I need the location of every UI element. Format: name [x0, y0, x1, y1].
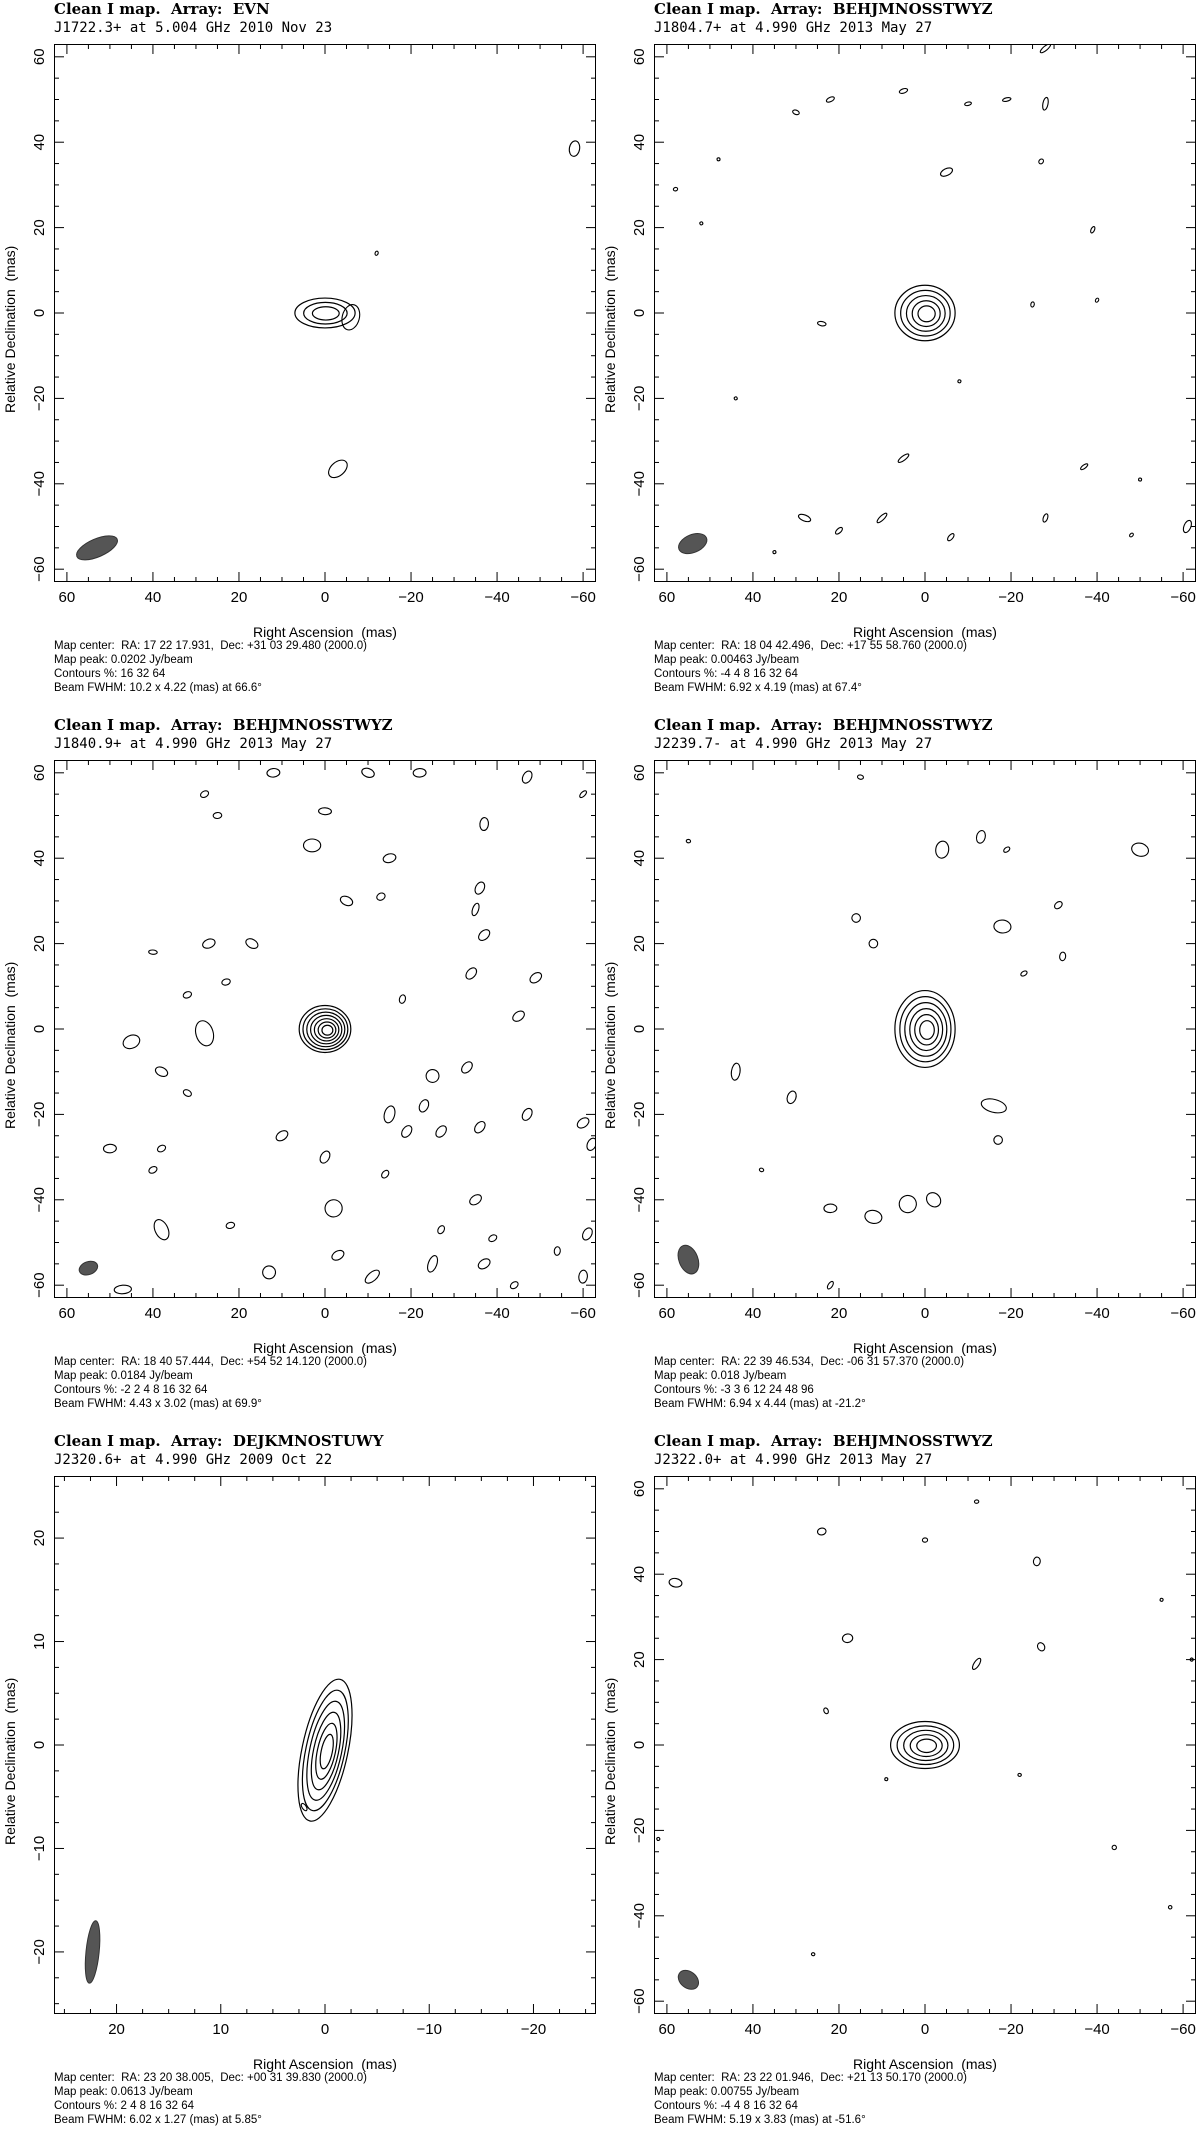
feature-contour: [154, 1065, 169, 1078]
x-tick-label: −40: [1084, 2021, 1110, 2038]
y-tick-label: 60: [630, 764, 648, 782]
feature-contour: [318, 807, 331, 814]
x-tick-label: 40: [744, 589, 762, 606]
beam-fwhm: Beam FWHM: 6.94 x 4.44 (mas) at -21.2°: [654, 1398, 866, 1410]
x-tick-label: −60: [570, 589, 596, 606]
feature-contour: [885, 1777, 888, 1780]
x-tick-label: −40: [1084, 589, 1110, 606]
feature-contour: [1080, 463, 1089, 471]
beam-fwhm: Beam FWHM: 6.92 x 4.19 (mas) at 67.4°: [654, 682, 862, 694]
chart-subtitle: J2239.7- at 4.990 GHz 2013 May 27: [654, 736, 933, 752]
feature-contour: [773, 550, 777, 554]
x-tick-label: −10: [416, 2021, 442, 2038]
feature-contour: [554, 1246, 561, 1255]
feature-contour: [826, 1280, 834, 1290]
feature-contour: [1182, 519, 1193, 534]
map-peak: Map peak: 0.0202 Jy/beam: [54, 654, 193, 666]
chart-title: Clean I map. Array: BEHJMNOSSTWYZ: [654, 716, 993, 734]
x-tick-label: 0: [320, 589, 330, 606]
feature-contour: [221, 978, 231, 986]
feature-contour: [182, 1088, 192, 1097]
x-axis-label: Right Ascension (mas): [253, 624, 397, 640]
feature-contour: [1111, 1844, 1117, 1850]
feature-contour: [759, 1168, 764, 1173]
x-tick-label: 40: [144, 1305, 162, 1322]
y-axis-label: Relative Declination (mas): [2, 961, 18, 1129]
feature-contour: [971, 1657, 982, 1671]
core-contour: [912, 301, 940, 327]
y-tick-label: −10: [30, 1835, 48, 1862]
feature-contour: [244, 937, 259, 951]
feature-contour: [398, 994, 406, 1004]
chart-title: Clean I map. Array: DEJKMNOSTUWY: [54, 1432, 384, 1450]
x-tick-label: −40: [484, 1305, 510, 1322]
feature-contour: [434, 1124, 449, 1139]
contour-levels: Contours %: -3 3 6 12 24 48 96: [654, 1384, 814, 1396]
contour-levels: Contours %: -4 4 8 16 32 64: [654, 2100, 798, 2112]
feature-contour: [1160, 1598, 1164, 1602]
y-tick-label: −20: [30, 1101, 48, 1128]
feature-contour: [520, 769, 534, 784]
x-tick-label: −20: [398, 1305, 424, 1322]
y-tick-label: 60: [30, 764, 48, 782]
feature-contour: [528, 970, 543, 985]
feature-contour: [851, 913, 862, 924]
chart-subtitle: J2320.6+ at 4.990 GHz 2009 Oct 22: [54, 1452, 333, 1468]
feature-contour: [318, 1149, 332, 1164]
feature-contour: [426, 1254, 440, 1273]
feature-contour: [869, 939, 878, 948]
y-tick-label: −20: [630, 1101, 648, 1128]
beam-ellipse: [77, 1259, 99, 1278]
beam-ellipse: [73, 531, 120, 565]
feature-contour: [575, 1116, 590, 1130]
feature-contour: [823, 1707, 829, 1714]
chart-subtitle: J1840.9+ at 4.990 GHz 2013 May 27: [54, 736, 333, 752]
y-tick-label: 20: [630, 935, 648, 952]
feature-contour: [103, 1144, 116, 1153]
feature-contour: [699, 221, 703, 225]
feature-contour: [673, 187, 678, 192]
feature-contour: [817, 321, 826, 327]
feature-contour: [797, 513, 811, 523]
y-tick-label: 40: [630, 133, 648, 151]
y-tick-label: −20: [630, 1817, 648, 1844]
feature-contour: [464, 966, 479, 981]
y-tick-label: −60: [630, 1988, 648, 2014]
feature-contour: [857, 774, 864, 779]
y-tick-label: −20: [630, 385, 648, 412]
feature-contour: [568, 140, 581, 157]
feature-contour: [785, 1090, 797, 1105]
feature-contour: [382, 1105, 396, 1124]
y-tick-label: 60: [30, 48, 48, 66]
feature-contour: [267, 768, 281, 778]
x-axis-label: Right Ascension (mas): [853, 1340, 997, 1356]
y-tick-label: −40: [30, 471, 48, 497]
x-tick-label: −20: [998, 2021, 1024, 2038]
feature-contour: [1033, 1557, 1041, 1566]
y-tick-label: 40: [630, 1565, 648, 1583]
feature-contour: [148, 950, 157, 955]
feature-contour: [958, 379, 962, 383]
feature-contour: [817, 1527, 827, 1535]
feature-contour: [199, 789, 209, 798]
contour-plot: [0, 716, 600, 1356]
contour-plot: [600, 0, 1200, 640]
y-tick-label: −40: [30, 1187, 48, 1213]
feature-contour: [274, 1129, 289, 1143]
x-tick-label: 60: [658, 2021, 676, 2038]
x-axis-label: Right Ascension (mas): [853, 624, 997, 640]
map-peak: Map peak: 0.0184 Jy/beam: [54, 1370, 193, 1382]
feature-contour: [826, 96, 836, 104]
feature-contour: [899, 88, 909, 95]
feature-contour: [734, 396, 738, 400]
feature-contour: [717, 158, 720, 161]
feature-contour: [476, 1257, 491, 1271]
core-contour: [895, 285, 955, 341]
feature-contour: [225, 1221, 235, 1229]
beam-fwhm: Beam FWHM: 4.43 x 3.02 (mas) at 69.9°: [54, 1398, 262, 1410]
contour-plot: [600, 716, 1200, 1356]
chart-title: Clean I map. Array: BEHJMNOSSTWYZ: [54, 716, 393, 734]
feature-contour: [1130, 841, 1150, 858]
y-axis-label: Relative Declination (mas): [2, 245, 18, 413]
feature-contour: [824, 1204, 837, 1213]
beam-ellipse: [675, 1966, 703, 1993]
feature-contour: [946, 533, 955, 542]
feature-contour: [1053, 900, 1063, 910]
beam-fwhm: Beam FWHM: 6.02 x 1.27 (mas) at 5.85°: [54, 2114, 262, 2126]
y-tick-label: −20: [30, 1939, 48, 1965]
contour-plot: [0, 1432, 600, 2072]
feature-contour: [864, 1209, 883, 1225]
x-tick-label: 0: [320, 2021, 330, 2038]
feature-contour: [413, 768, 426, 777]
feature-contour: [1003, 846, 1011, 854]
core-contour: [901, 290, 950, 336]
core-contour: [918, 306, 935, 322]
y-axis-label: Relative Declination (mas): [602, 1677, 618, 1845]
y-axis-label: Relative Declination (mas): [602, 961, 618, 1129]
x-axis-label: Right Ascension (mas): [253, 2056, 397, 2072]
chart-title: Clean I map. Array: EVN: [54, 0, 270, 18]
feature-contour: [436, 1224, 445, 1234]
chart-subtitle: J1804.7+ at 4.990 GHz 2013 May 27: [654, 20, 933, 36]
x-tick-label: −20: [998, 589, 1024, 606]
core-contour: [920, 1021, 935, 1040]
feature-contour: [730, 1063, 741, 1081]
y-tick-label: 0: [30, 308, 48, 318]
y-tick-label: 60: [630, 48, 648, 66]
y-tick-label: 0: [630, 1740, 648, 1750]
x-tick-label: 60: [658, 1305, 676, 1322]
map-center: Map center: RA: 23 22 01.946, Dec: +21 13 50.170 (2000.0): [654, 2072, 967, 2084]
y-tick-label: 20: [30, 935, 48, 952]
feature-contour: [400, 1124, 414, 1139]
x-tick-label: 20: [830, 2021, 848, 2038]
map-peak: Map peak: 0.00463 Jy/beam: [654, 654, 800, 666]
feature-contour: [668, 1577, 682, 1588]
core-contour: [312, 307, 339, 320]
feature-contour: [473, 880, 486, 895]
map-center: Map center: RA: 23 20 38.005, Dec: +00 31 39.830 (2000.0): [54, 2072, 367, 2084]
feature-contour: [479, 817, 489, 831]
feature-contour: [935, 840, 950, 859]
contour-levels: Contours %: 16 32 64: [54, 668, 166, 680]
y-tick-label: −60: [630, 1272, 648, 1298]
y-tick-label: 20: [630, 219, 648, 236]
feature-contour: [842, 1633, 854, 1643]
x-tick-label: 60: [58, 1305, 76, 1322]
map-center: Map center: RA: 18 04 42.496, Dec: +17 55 58.760 (2000.0): [654, 640, 967, 652]
feature-contour: [686, 839, 691, 843]
y-tick-label: −60: [30, 1272, 48, 1298]
y-tick-label: −60: [630, 556, 648, 582]
core-contour: [311, 1015, 342, 1043]
x-tick-label: 40: [144, 589, 162, 606]
feature-contour: [1038, 158, 1045, 165]
contour-levels: Contours %: -4 4 8 16 32 64: [654, 668, 798, 680]
feature-contour: [148, 1165, 158, 1174]
x-tick-label: −40: [1084, 1305, 1110, 1322]
y-tick-label: 0: [30, 1740, 48, 1750]
y-tick-label: 60: [630, 1480, 648, 1498]
x-tick-label: 20: [230, 589, 248, 606]
chart-title: Clean I map. Array: BEHJMNOSSTWYZ: [654, 1432, 993, 1450]
feature-contour: [1020, 970, 1028, 977]
map-panel: [0, 716, 600, 1421]
map-peak: Map peak: 0.0613 Jy/beam: [54, 2086, 193, 2098]
feature-contour: [897, 453, 910, 464]
feature-contour: [182, 990, 192, 999]
feature-contour: [578, 1270, 588, 1284]
x-tick-label: −20: [398, 589, 424, 606]
feature-contour: [1059, 952, 1066, 961]
x-tick-label: 20: [108, 2021, 125, 2038]
core-contour: [304, 302, 347, 324]
feature-contour: [581, 1226, 595, 1241]
y-tick-label: 40: [630, 849, 648, 867]
feature-contour: [876, 512, 888, 524]
feature-contour: [322, 1196, 346, 1220]
y-tick-label: −20: [30, 385, 48, 412]
core-contour: [905, 1003, 947, 1057]
feature-contour: [1039, 42, 1052, 54]
x-tick-label: −40: [484, 589, 510, 606]
feature-contour: [1095, 298, 1100, 303]
y-tick-label: 0: [30, 1024, 48, 1034]
feature-contour: [656, 1837, 660, 1841]
contour-plot: [0, 0, 600, 640]
x-tick-label: 20: [230, 1305, 248, 1322]
x-tick-label: −20: [520, 2021, 547, 2038]
x-tick-label: −20: [998, 1305, 1024, 1322]
feature-contour: [472, 1120, 487, 1135]
map-peak: Map peak: 0.018 Jy/beam: [654, 1370, 787, 1382]
feature-contour: [511, 1009, 526, 1023]
feature-contour: [325, 457, 350, 481]
map-center: Map center: RA: 17 22 17.931, Dec: +31 03 29.480 (2000.0): [54, 640, 367, 652]
feature-contour: [151, 1217, 172, 1242]
feature-contour: [376, 892, 387, 902]
contour-levels: Contours %: 2 4 8 16 32 64: [54, 2100, 195, 2112]
x-tick-label: −60: [1170, 1305, 1196, 1322]
map-panel: [600, 716, 1200, 1421]
y-tick-label: 0: [630, 308, 648, 318]
feature-contour: [975, 830, 986, 845]
feature-contour: [1018, 1773, 1022, 1776]
y-axis-label: Relative Declination (mas): [602, 245, 618, 413]
feature-contour: [1090, 226, 1096, 234]
y-tick-label: −40: [630, 1187, 648, 1213]
y-tick-label: 10: [30, 1633, 48, 1650]
contour-plot: [600, 1432, 1200, 2072]
feature-contour: [468, 1193, 483, 1207]
x-tick-label: 60: [58, 589, 76, 606]
core-contour: [917, 1739, 937, 1752]
map-center: Map center: RA: 18 40 57.444, Dec: +54 52 14.120 (2000.0): [54, 1356, 367, 1368]
map-peak: Map peak: 0.00755 Jy/beam: [654, 2086, 800, 2098]
y-tick-label: 40: [30, 849, 48, 867]
feature-contour: [459, 1060, 474, 1075]
chart-subtitle: J1722.3+ at 5.004 GHz 2010 Nov 23: [54, 20, 333, 36]
y-tick-label: 20: [630, 1651, 648, 1668]
feature-contour: [1129, 532, 1134, 537]
x-tick-label: −60: [570, 1305, 596, 1322]
feature-contour: [121, 1032, 142, 1051]
feature-contour: [939, 166, 954, 178]
x-tick-label: 40: [744, 1305, 762, 1322]
beam-ellipse: [83, 1920, 102, 1984]
feature-contour: [260, 1263, 278, 1281]
x-tick-label: 60: [658, 589, 676, 606]
feature-contour: [993, 919, 1011, 934]
y-tick-label: 0: [630, 1024, 648, 1034]
feature-contour: [992, 1134, 1004, 1146]
contour-levels: Contours %: -2 2 4 8 16 32 64: [54, 1384, 208, 1396]
x-tick-label: 10: [212, 2021, 230, 2038]
x-axis-label: Right Ascension (mas): [253, 1340, 397, 1356]
feature-contour: [156, 1144, 166, 1153]
feature-contour: [1138, 478, 1142, 482]
feature-contour: [424, 1067, 442, 1085]
map-panel: [0, 0, 600, 705]
feature-contour: [1030, 302, 1034, 308]
x-tick-label: 0: [320, 1305, 330, 1322]
feature-contour: [213, 812, 222, 819]
feature-contour: [339, 894, 354, 907]
feature-contour: [303, 839, 320, 852]
chart-title: Clean I map. Array: BEHJMNOSSTWYZ: [654, 0, 993, 18]
feature-contour: [1168, 1905, 1173, 1910]
feature-contour: [201, 937, 216, 950]
feature-contour: [417, 1098, 430, 1113]
feature-contour: [375, 251, 379, 256]
x-tick-label: 0: [920, 1305, 930, 1322]
beam-fwhm: Beam FWHM: 10.2 x 4.22 (mas) at 66.6°: [54, 682, 262, 694]
y-axis-label: Relative Declination (mas): [2, 1677, 18, 1845]
feature-contour: [834, 526, 843, 535]
feature-contour: [1042, 97, 1049, 111]
feature-contour: [509, 1280, 519, 1290]
feature-contour: [477, 928, 492, 943]
feature-contour: [811, 1953, 815, 1956]
feature-contour: [1036, 1641, 1046, 1652]
feature-contour: [360, 767, 375, 779]
core-contour: [891, 1722, 960, 1769]
feature-contour: [585, 1137, 598, 1152]
map-panel: [600, 1432, 1200, 2137]
map-panel: [0, 1432, 600, 2137]
y-tick-label: 20: [30, 219, 48, 236]
y-tick-label: −40: [630, 471, 648, 497]
core-contour: [294, 1686, 358, 1814]
feature-contour: [1042, 513, 1049, 523]
map-center: Map center: RA: 22 39 46.534, Dec: -06 31 57.370 (2000.0): [654, 1356, 965, 1368]
y-tick-label: 40: [30, 133, 48, 151]
feature-contour: [792, 109, 800, 115]
map-panel: [600, 0, 1200, 705]
x-tick-label: 20: [830, 1305, 848, 1322]
core-contour: [897, 1726, 954, 1765]
y-tick-label: −40: [630, 1903, 648, 1929]
feature-contour: [488, 1233, 498, 1242]
feature-contour: [193, 1019, 217, 1049]
feature-contour: [363, 1268, 382, 1286]
x-tick-label: −60: [1170, 2021, 1196, 2038]
feature-contour: [896, 1193, 919, 1216]
x-tick-label: 40: [744, 2021, 762, 2038]
feature-contour: [382, 852, 397, 864]
x-tick-label: 20: [830, 589, 848, 606]
core-contour: [322, 1025, 333, 1035]
core-contour: [910, 1735, 942, 1757]
core-contour: [300, 1698, 352, 1803]
x-axis-label: Right Ascension (mas): [853, 2056, 997, 2072]
feature-contour: [471, 902, 481, 916]
x-tick-label: −60: [1170, 589, 1196, 606]
x-tick-label: 0: [920, 2021, 930, 2038]
x-tick-label: 0: [920, 589, 930, 606]
core-contour: [900, 997, 951, 1062]
feature-contour: [380, 1169, 390, 1179]
feature-contour: [1002, 97, 1011, 102]
feature-contour: [114, 1285, 132, 1295]
feature-contour: [980, 1096, 1008, 1115]
feature-contour: [924, 1190, 944, 1210]
beam-ellipse: [674, 1242, 702, 1277]
feature-contour: [330, 1248, 345, 1262]
feature-contour: [579, 790, 588, 799]
beam-ellipse: [676, 530, 710, 558]
y-tick-label: 20: [30, 1529, 48, 1547]
feature-contour: [974, 1500, 978, 1504]
y-tick-label: −60: [30, 556, 48, 582]
feature-contour: [922, 1538, 928, 1543]
feature-contour: [520, 1107, 534, 1122]
beam-fwhm: Beam FWHM: 5.19 x 3.83 (mas) at -51.6°: [654, 2114, 866, 2126]
chart-subtitle: J2322.0+ at 4.990 GHz 2013 May 27: [654, 1452, 933, 1468]
core-contour: [915, 1015, 939, 1045]
feature-contour: [964, 101, 971, 106]
